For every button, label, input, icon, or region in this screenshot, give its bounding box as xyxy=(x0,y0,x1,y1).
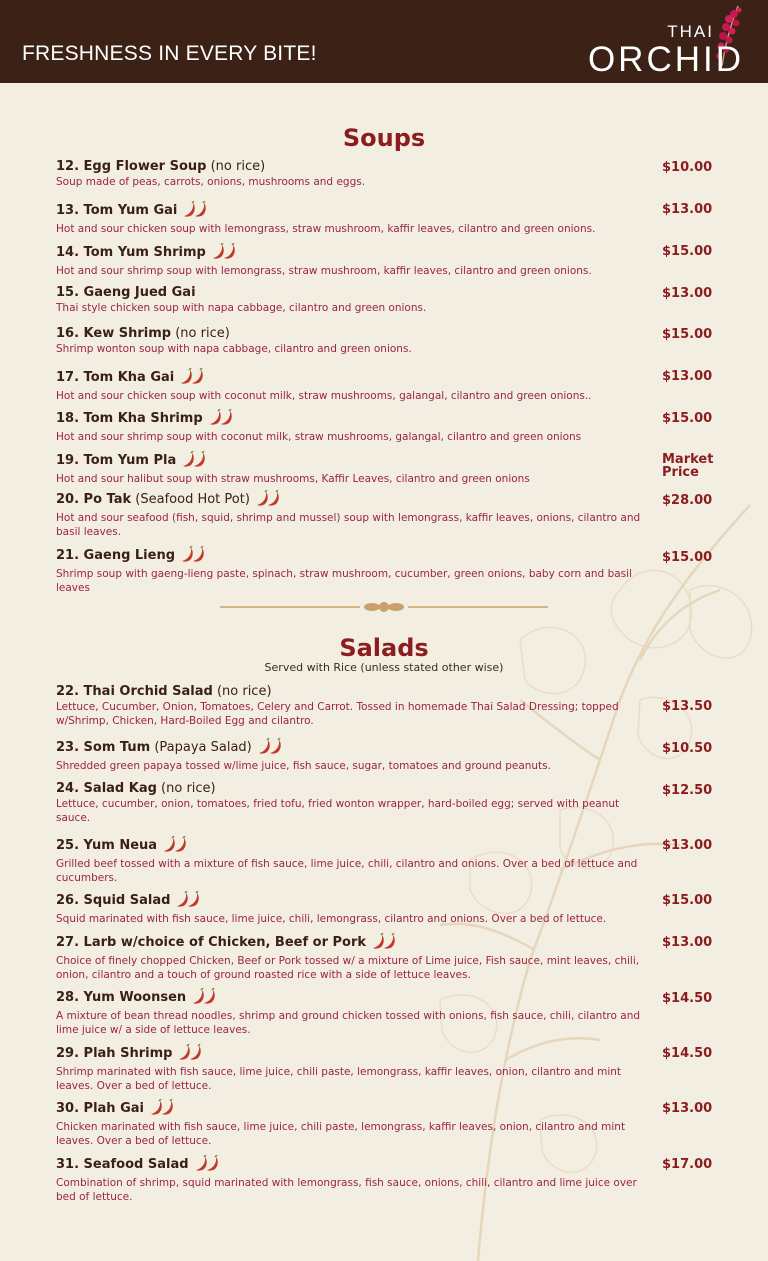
menu-item-description: Thai style chicken soup with napa cabbage, cilantro and green onions. xyxy=(56,302,427,314)
menu-item xyxy=(56,201,656,237)
menu-item-name: 13. Tom Yum Gai xyxy=(56,203,178,218)
menu-item-description: A mixture of bean thread noodles, shrimp and ground chicken tossed with onions, fish sauce, chili, cilantro and lime juice w/ a side of lettuce leaves. xyxy=(56,1010,641,1036)
menu-item-description: Hot and sour seafood (fish, squid, shrimp and mussel) soup with lemongrass, kaffir leaves, onions, cilantro and basil leaves. xyxy=(56,512,641,538)
menu-item-note: (Seafood Hot Pot) xyxy=(135,492,250,507)
menu-item-name: 19. Tom Yum Pla xyxy=(56,453,177,468)
salads-heading: Salads xyxy=(339,634,429,662)
menu-item xyxy=(56,1044,656,1093)
menu-item-note: (no rice) xyxy=(161,781,216,796)
menu-item-name-row xyxy=(56,1155,656,1176)
menu-item-name: 23. Som Tum xyxy=(56,740,151,755)
menu-item-name: 27. Larb w/choice of Chicken, Beef or Pork xyxy=(56,935,367,950)
menu-item-description: Grilled beef tossed with a mixture of fish sauce, lime juice, chili, cilantro and onions. Over a bed of lettuce and cucumbers. xyxy=(56,858,638,884)
section-divider xyxy=(220,599,548,615)
menu-item-name-row xyxy=(56,1099,656,1120)
menu-item xyxy=(56,1099,656,1148)
menu-item xyxy=(56,326,656,357)
menu-item-description: Lettuce, cucumber, onion, tomatoes, fried tofu, fried wonton wrapper, hard-boiled egg; served with peanut sauce. xyxy=(56,798,620,824)
menu-item-name: 21. Gaeng Lieng xyxy=(56,548,176,563)
menu-item-price: $28.00 xyxy=(662,493,713,508)
menu-item-description: Squid marinated with fish sauce, lime juice, chili, lemongrass, cilantro and onions. Over a bed of lettuce. xyxy=(56,913,607,925)
chili-pepper-icon xyxy=(210,243,238,264)
menu-item-name-row xyxy=(56,451,656,472)
menu-item-name-row xyxy=(56,368,656,389)
menu-item-description: Shrimp wonton soup with napa cabbage, cilantro and green onions. xyxy=(56,343,412,355)
menu-item xyxy=(56,285,656,316)
chili-pepper-icon xyxy=(370,933,398,954)
salads-subtitle: Served with Rice (unless stated other wise) xyxy=(264,661,504,674)
menu-item-price: $13.00 xyxy=(662,286,713,301)
menu-item-name-row xyxy=(56,326,656,342)
chili-pepper-icon xyxy=(148,1099,176,1120)
menu-item xyxy=(56,243,656,279)
thai-orchid-logo[interactable] xyxy=(576,4,756,80)
menu-item xyxy=(56,836,656,885)
menu-item-price: $15.00 xyxy=(662,893,713,908)
menu-item-note: (no rice) xyxy=(216,684,272,699)
chili-pepper-icon xyxy=(174,891,202,912)
menu-item-name-row xyxy=(56,546,656,567)
menu-item-name-row xyxy=(56,781,656,797)
menu-item-name-row xyxy=(56,243,656,264)
tagline: FRESHNESS IN EVERY BITE! xyxy=(22,42,317,65)
menu-item xyxy=(56,451,656,487)
menu-item-price: $14.50 xyxy=(662,991,713,1006)
menu-item-name: 30. Plah Gai xyxy=(56,1101,144,1116)
soups-heading: Soups xyxy=(342,124,426,152)
logo-orchid-text: ORCHID xyxy=(587,40,744,79)
chili-pepper-icon xyxy=(207,409,235,430)
menu-item-price: $14.50 xyxy=(662,1046,713,1061)
menu-item-name: 24. Salad Kag xyxy=(56,781,157,796)
menu-item-name: 12. Egg Flower Soup xyxy=(56,159,207,174)
menu-item-name: 26. Squid Salad xyxy=(56,893,171,908)
menu-item-name-row xyxy=(56,684,656,700)
menu-item-name-row xyxy=(56,836,656,857)
menu-item-note: (no rice) xyxy=(210,159,266,174)
menu-item-price: $17.00 xyxy=(662,1157,713,1172)
menu-item-name-row xyxy=(56,738,656,759)
menu-item-price: $13.00 xyxy=(662,935,713,950)
menu-item-name-row xyxy=(56,933,656,954)
menu-item xyxy=(56,409,656,445)
menu-item-name-row xyxy=(56,159,656,175)
menu-item-description: Hot and sour chicken soup with coconut milk, straw mushrooms, galangal, cilantro and green onions.. xyxy=(56,390,592,402)
chili-pepper-icon xyxy=(161,836,189,857)
menu-item-name-row xyxy=(56,490,656,511)
menu-item-name-row xyxy=(56,285,656,301)
chili-pepper-icon xyxy=(193,1155,221,1176)
chili-pepper-icon xyxy=(178,368,206,389)
menu-item-name: 16. Kew Shrimp xyxy=(56,326,172,341)
menu-item-price: $15.00 xyxy=(662,411,713,426)
menu-item xyxy=(56,546,656,595)
menu-item-description: Shredded green papaya tossed w/lime juice, fish sauce, sugar, tomatoes and ground peanuts. xyxy=(56,760,551,772)
menu-item-name-row xyxy=(56,1044,656,1065)
menu-item-price: $13.00 xyxy=(662,369,713,384)
menu-item-note: (no rice) xyxy=(175,326,230,341)
menu-item-name-row xyxy=(56,988,656,1009)
menu-item-price xyxy=(662,453,752,479)
chili-pepper-icon xyxy=(176,1044,204,1065)
menu-item-price: $13.00 xyxy=(662,838,713,853)
menu-item-description: Choice of finely chopped Chicken, Beef or Pork tossed w/ a mixture of Lime juice, Fish sauce, mint leaves, chili, onion, cilantro and a touch of ground roasted rice with a side of lettuce leaves. xyxy=(56,955,640,981)
chili-pepper-icon xyxy=(179,546,207,567)
menu-item-name: 31. Seafood Salad xyxy=(56,1157,189,1172)
menu-item-name: 18. Tom Kha Shrimp xyxy=(56,411,203,426)
header-bar xyxy=(0,0,768,83)
chili-pepper-icon xyxy=(254,490,282,511)
menu-item-price: $10.50 xyxy=(662,741,713,756)
market-price-line2: Price xyxy=(662,465,699,480)
logo-thai-text: THAI xyxy=(667,22,714,41)
menu-item xyxy=(56,781,656,825)
menu-item-description: Hot and sour halibut soup with straw mushrooms, Kaffir Leaves, cilantro and green onions xyxy=(56,473,530,485)
menu-item-name: 15. Gaeng Jued Gai xyxy=(56,285,196,300)
menu-item xyxy=(56,490,656,539)
menu-item-price: $13.00 xyxy=(662,202,713,217)
menu-item-name: 20. Po Tak xyxy=(56,492,132,507)
menu-item xyxy=(56,891,656,927)
menu-item-name: 29. Plah Shrimp xyxy=(56,1046,173,1061)
menu-item xyxy=(56,738,656,774)
chili-pepper-icon xyxy=(180,451,208,472)
menu-item-price: $13.50 xyxy=(662,699,713,714)
menu-item-price: $12.50 xyxy=(662,783,713,798)
menu-item xyxy=(56,933,656,982)
chili-pepper-icon xyxy=(256,738,284,759)
menu-item-name-row xyxy=(56,409,656,430)
menu-item-description: Shrimp marinated with fish sauce, lime juice, chili paste, lemongrass, kaffir leaves, onion, cilantro and mint leaves. Over a bed of lettuce. xyxy=(56,1066,622,1092)
menu-item-description: Lettuce, Cucumber, Onion, Tomatoes, Celery and Carrot. Tossed in homemade Thai Salad Dressing; topped w/Shrimp, Chicken, Hard-Boiled Egg and cilantro. xyxy=(56,701,619,727)
menu-item-name: 28. Yum Woonsen xyxy=(56,990,187,1005)
menu-item-name-row xyxy=(56,201,656,222)
menu-item xyxy=(56,368,656,404)
menu-item-description: Combination of shrimp, squid marinated with lemongrass, fish sauce, onions, chili, cilantro and lime juice over bed of lettuce. xyxy=(56,1177,637,1203)
menu-item-description: Soup made of peas, carrots, onions, mushrooms and eggs. xyxy=(56,176,366,188)
menu-item-price: $15.00 xyxy=(662,244,713,259)
menu-item-price: $13.00 xyxy=(662,1101,713,1116)
menu-item-description: Hot and sour shrimp soup with coconut milk, straw mushrooms, galangal, cilantro and green onions xyxy=(56,431,582,443)
menu-item xyxy=(56,1155,656,1204)
menu-item-description: Chicken marinated with fish sauce, lime juice, chili paste, lemongrass, kaffir leaves, onion, cilantro and mint leaves. Over a bed of lettuce. xyxy=(56,1121,626,1147)
menu-item-description: Hot and sour shrimp soup with lemongrass, straw mushroom, kaffir leaves, cilantro and green onions. xyxy=(56,265,592,277)
menu-item-description: Shrimp soup with gaeng-lieng paste, spinach, straw mushroom, cucumber, green onions, baby corn and basil leaves xyxy=(56,568,632,594)
menu-item-price: $15.00 xyxy=(662,550,713,565)
menu-item xyxy=(56,988,656,1037)
menu-item-name: 22. Thai Orchid Salad xyxy=(56,684,213,699)
menu-item-name: 14. Tom Yum Shrimp xyxy=(56,245,206,260)
menu-item-note: (Papaya Salad) xyxy=(154,740,252,755)
menu-item-price: $10.00 xyxy=(662,160,713,175)
market-price-line1: Market xyxy=(662,452,714,467)
menu-item-description: Hot and sour chicken soup with lemongrass, straw mushroom, kaffir leaves, cilantro and green onions. xyxy=(56,223,596,235)
chili-pepper-icon xyxy=(181,201,209,222)
menu-item-name: 25. Yum Neua xyxy=(56,838,158,853)
chili-pepper-icon xyxy=(190,988,218,1009)
menu-item xyxy=(56,159,656,190)
menu-item-name: 17. Tom Kha Gai xyxy=(56,370,175,385)
menu-item-price: $15.00 xyxy=(662,327,713,342)
menu-item xyxy=(56,684,656,728)
menu-item-name-row xyxy=(56,891,656,912)
